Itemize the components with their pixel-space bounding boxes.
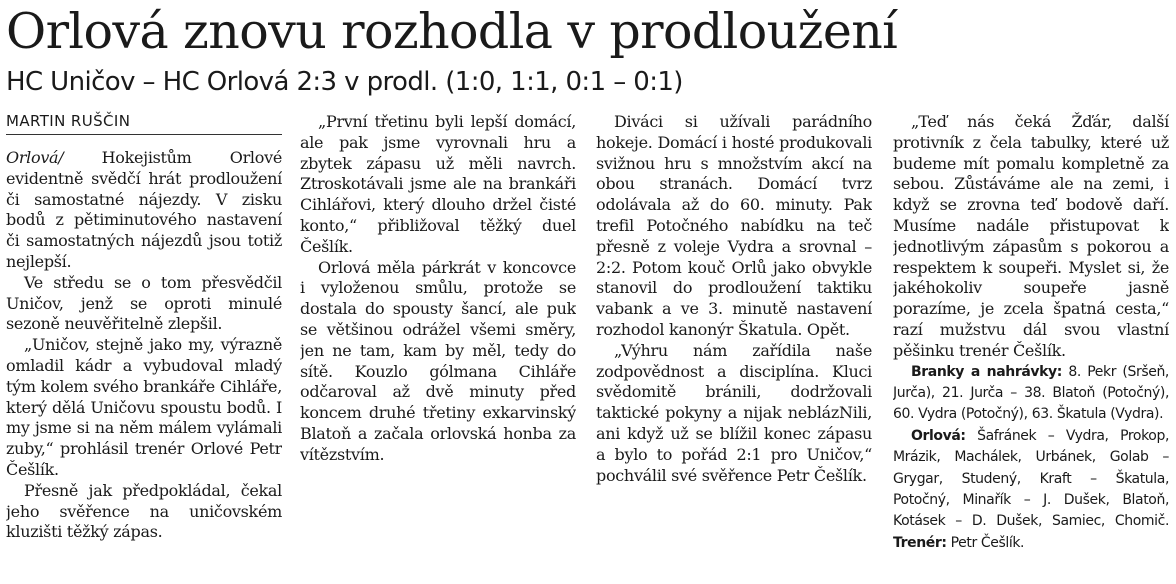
coach-label: Trenér: (893, 534, 947, 551)
column-1 (6, 148, 282, 584)
paragraph-9: „Teď nás čeká Žďár, další protivník z čela tabulky, které už budeme mít pomalu kompletně za sebou. Zůstáváme ale na zemi, i když se zrovna teď bodově daří. Musíme nadále přistupovat k jednotlivým zápasům s pokorou a respektem k soupeři. Myslet si, že jakéhokoliv soupeře jasně porazíme, je zcela špatná cesta,“ razí mužstvu dál svou vlastní pěšinku trenér Češlík. (893, 112, 1169, 360)
goals-info (893, 362, 1169, 426)
headline: Orlová znovu rozhodla v prodloužení (6, 3, 898, 60)
paragraph-1 (6, 148, 282, 273)
lineup-label: Orlová: (911, 427, 966, 444)
column-4 (893, 112, 1169, 584)
paragraph-1-text: Hokejistům Orlové evidentně svědčí hrát prodloužení či samostatné nájezdy. V zisku bodů z pětiminutového nastavení či samostatných nájezdů jsou totiž nejlepší. (6, 148, 282, 271)
paragraph-8: „Výhru nám zařídila naše zodpovědnost a disciplína. Kluci svědomitě bránili, dodržovali taktické pokyny a nijak neblázNili, ani když už se blížil konec zápasu a bylo to pořád 2:1 pro Uničov,“ pochválil své svěřence Petr Češlík. (596, 340, 872, 485)
byline: MARTIN RUŠČIN (6, 112, 282, 135)
goals-label: Branky a nahrávky: (911, 363, 1062, 380)
paragraph-7: Diváci si užívali parádního hokeje. Domácí i hosté produkovali svižnou hru s množstvím akcí na obou stranách. Domácí tvrz odolávala až do 60. minuty. Pak trefil Potočného nabídku na teč přesně z voleje Vydra a srovnal – 2:2. Potom kouč Orlů jako obvykle stanovil do prodloužení taktiku vabank a ve 3. minutě nastavení rozhodol kanonýr Škatula. Opět. (596, 112, 872, 339)
paragraph-5: „První třetinu byli lepší domácí, ale pak jsme vyrovnali hru a zbytek zápasu už měli navrch. Ztroskotávali jsme ale na brankáři Cihlářovi, který dlouho držel čisté konto,“ přibližoval těžký duel Češlík. (300, 112, 576, 256)
subheadline-score: HC Uničov – HC Orlová 2:3 v prodl. (1:0, 1:1, 0:1 – 0:1) (6, 67, 683, 97)
lineup-info (893, 426, 1169, 554)
coach-text: Petr Češlík. (946, 534, 1025, 551)
column-3 (596, 112, 872, 584)
lineup-text: Šafránek – Vydra, Prokop, Mrázik, Machálek, Urbánek, Golab – Grygar, Studený, Kraft – Škatula, Potočný, Minařík – J. Dušek, Blatoň, Kotásek – D. Dušek, Samiec, Chomič. (893, 427, 1169, 530)
dateline-city: Orlová/ (6, 148, 64, 167)
column-2 (300, 112, 576, 584)
paragraph-6: Orlová měla párkrát v koncovce i vyloženou smůlu, protože se dostala do spousty šancí, ale puk se většinou odrážel všemi směry, jen ne tam, kam by měl, tedy do sítě. Kouzlo gólmana Cihláře odčaroval až dvě minuty před koncem druhé třetiny exkarvinský Blatoň a začala orlovská honba za vítězstvím. (300, 257, 576, 464)
paragraph-4: Přesně jak předpokládal, čekal jeho svěřence na uničovském kluzišti těžký zápas. (6, 480, 282, 542)
goals-text: 8. Pekr (Sršeň, Jurča), 21. Jurča – 38. Blatoň (Potočný), 60. Vydra (Potočný), 63. Škatula (Vydra). (893, 363, 1169, 423)
paragraph-3: „Uničov, stejně jako my, výrazně omladil kádr a vybudoval mladý tým kolem svého brankáře Cihláře, který dělá Uničovu spoustu bodů. I my jsme si na něm málem vylámali zuby,“ prohlásil trenér Orlové Petr Češlík. (6, 335, 282, 479)
paragraph-2: Ve středu se o tom přesvědčil Uničov, jenž se oproti minulé sezoně neuvěřitelně zlepšil. (6, 272, 282, 334)
